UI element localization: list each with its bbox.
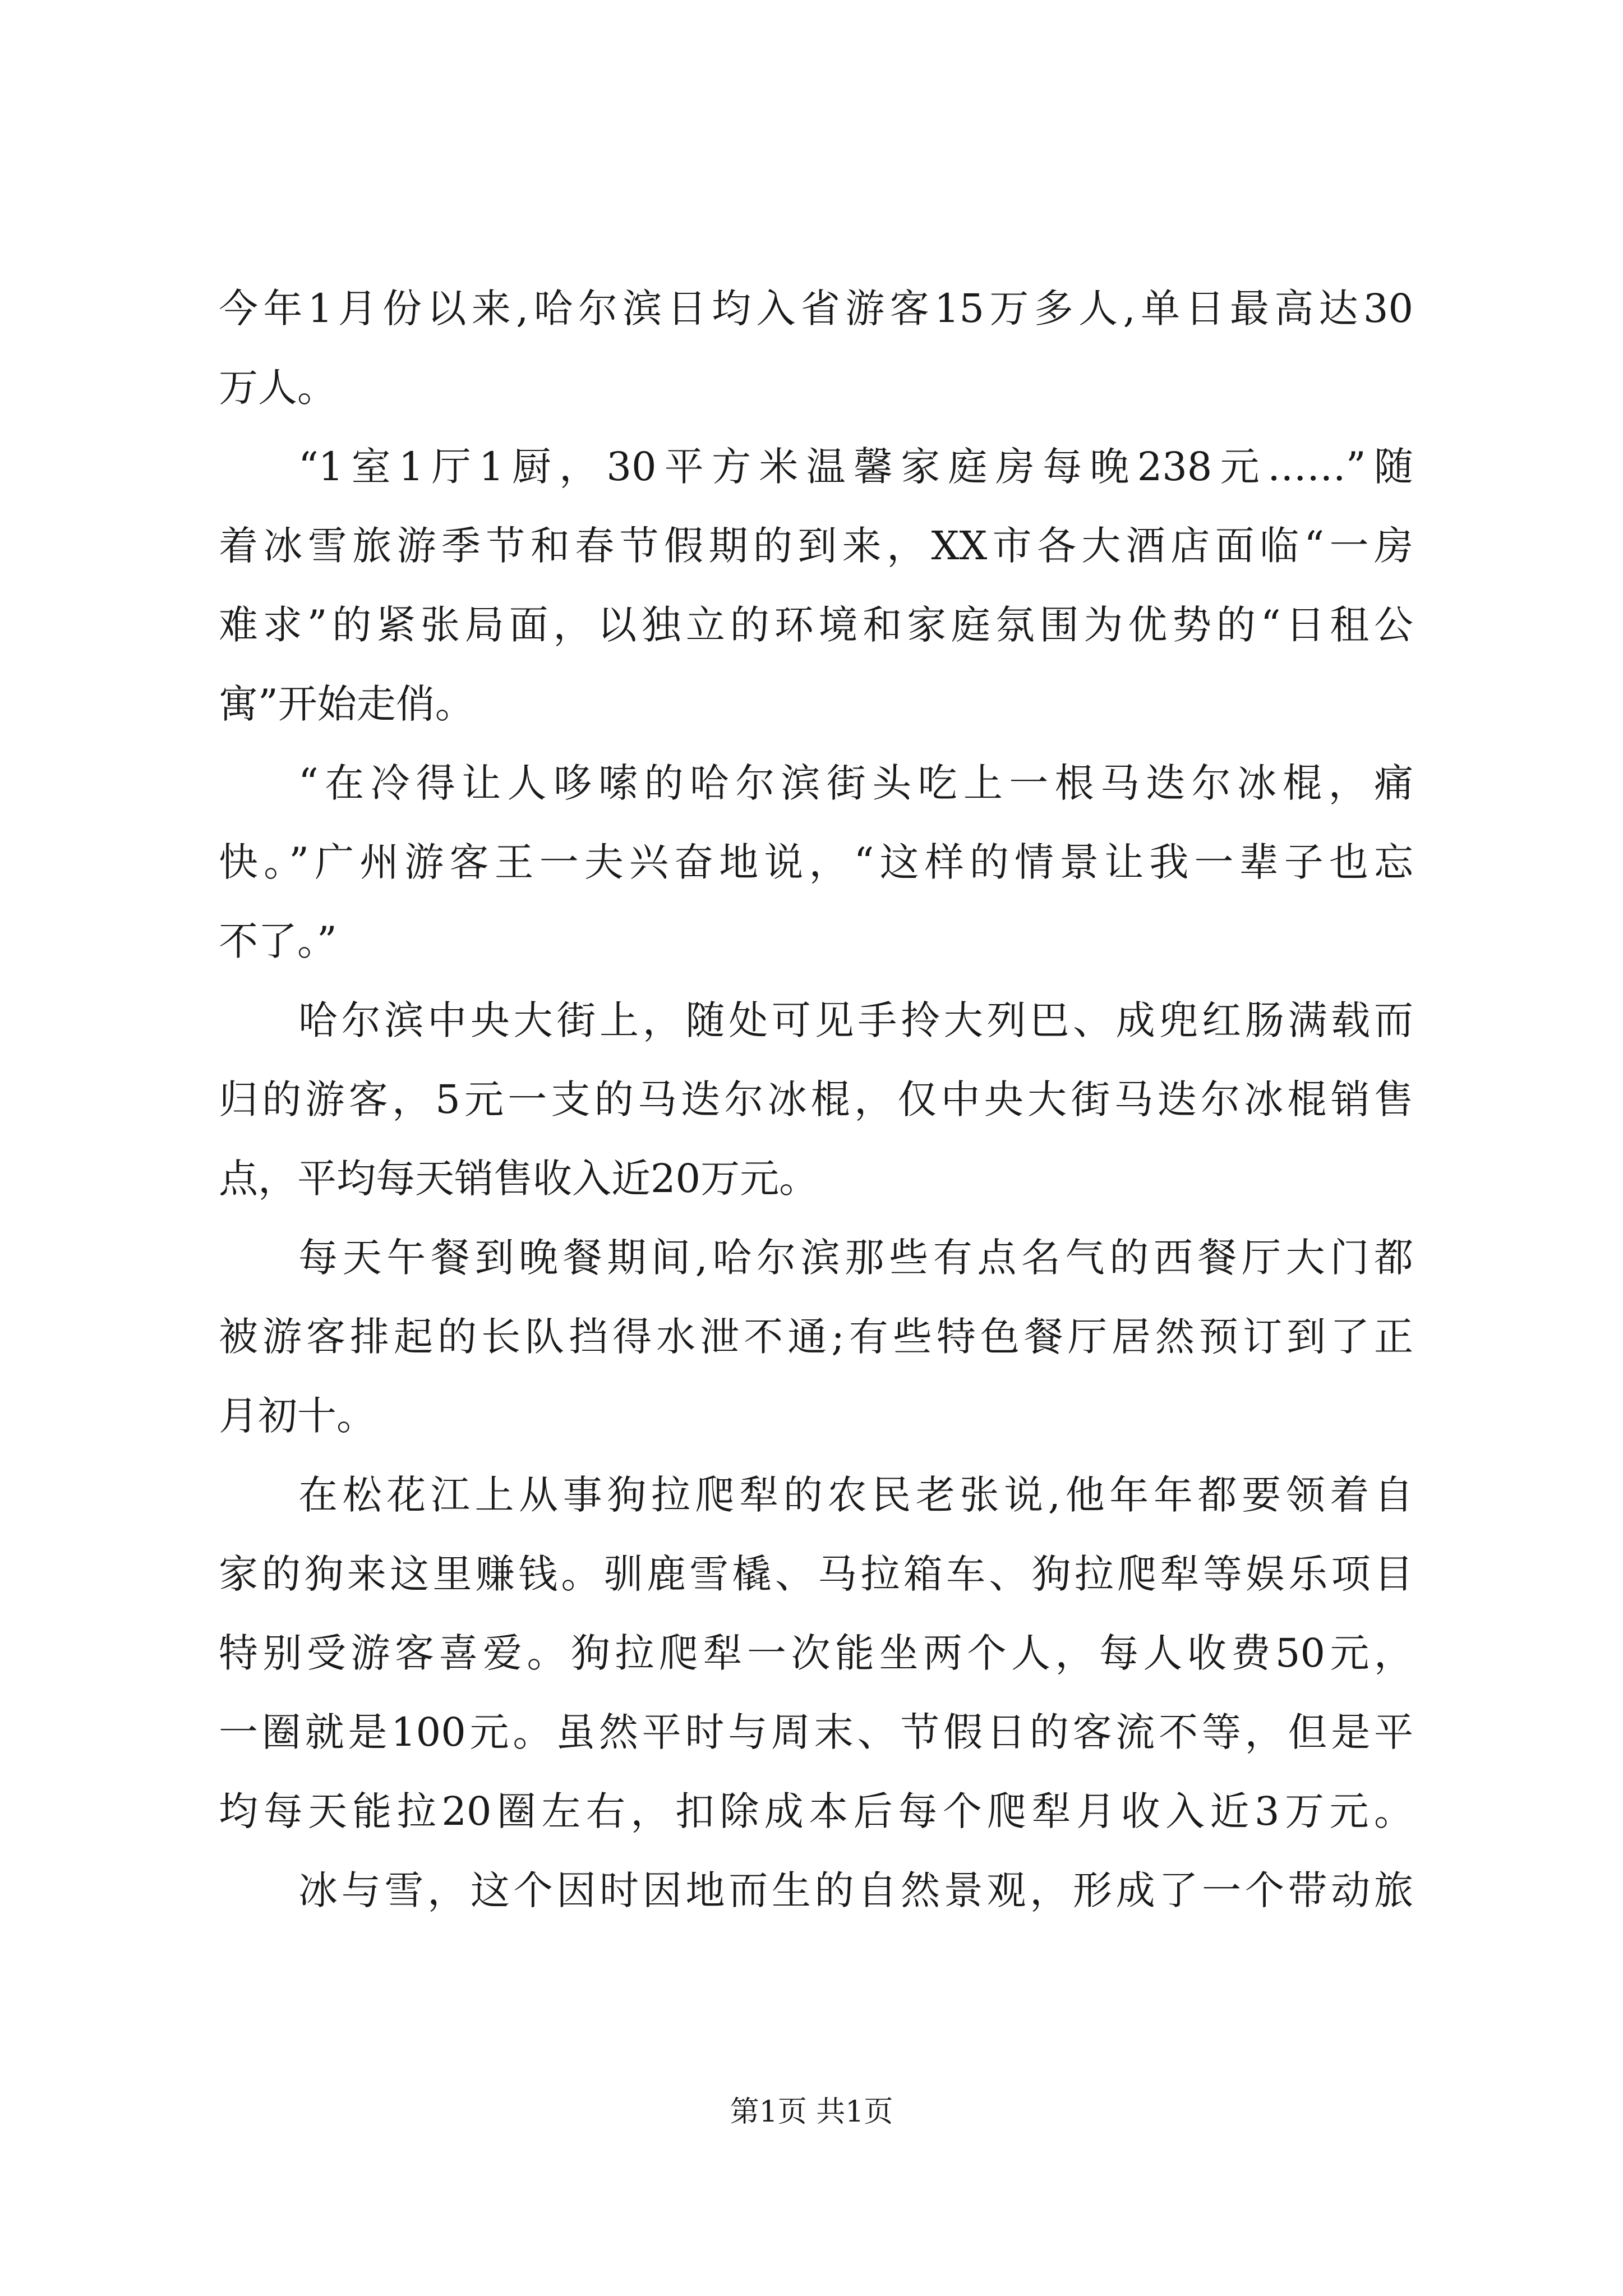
document-body <box>219 269 1413 1930</box>
text-line: 难求”的紧张局面，以独立的环境和家庭氛围为优势的“日租公 <box>219 602 1413 648</box>
text-line: 点，平均每天销售收入近20万元。 <box>219 1156 819 1202</box>
text-line: 一圈就是100元。虽然平时与周末、节假日的客流不等，但是平 <box>219 1709 1413 1755</box>
text-line: “1室1厅1厨，30平方米温馨家庭房每晚238元……”随 <box>298 444 1413 490</box>
text-line: 每天午餐到晚餐期间,哈尔滨那些有点名气的西餐厅大门都 <box>298 1235 1413 1281</box>
text-line: 哈尔滨中央大街上，随处可见手拎大列巴、成兜红肠满载而 <box>298 997 1413 1043</box>
text-line: 特别受游客喜爱。狗拉爬犁一次能坐两个人，每人收费50元， <box>219 1630 1413 1676</box>
text-line: “在冷得让人哆嗦的哈尔滨街头吃上一根马迭尔冰棍，痛 <box>298 760 1413 806</box>
text-line: 均每天能拉20圈左右，扣除成本后每个爬犁月收入近3万元。 <box>219 1788 1413 1834</box>
text-line: 月初十。 <box>219 1393 376 1439</box>
text-line: 快。”广州游客王一夫兴奋地说，“这样的情景让我一辈子也忘 <box>219 839 1413 885</box>
text-line: 着冰雪旅游季节和春节假期的到来，XX市各大酒店面临“一房 <box>219 523 1413 569</box>
page-footer: 第1页 共1页 <box>730 2095 893 2129</box>
text-line: 在松花江上从事狗拉爬犁的农民老张说,他年年都要领着自 <box>298 1472 1413 1518</box>
text-line: 万人。 <box>219 365 336 411</box>
text-line: 归的游客，5元一支的马迭尔冰棍，仅中央大街马迭尔冰棍销售 <box>219 1076 1413 1122</box>
text-line: 今年1月份以来,哈尔滨日均入省游客15万多人,单日最高达30 <box>219 286 1413 332</box>
text-line: 冰与雪，这个因时因地而生的自然景观，形成了一个带动旅 <box>298 1867 1413 1913</box>
text-line: 家的狗来这里赚钱。驯鹿雪橇、马拉箱车、狗拉爬犁等娱乐项目 <box>219 1551 1413 1597</box>
text-line: 被游客排起的长队挡得水泄不通;有些特色餐厅居然预订到了正 <box>219 1314 1413 1360</box>
text-line: 不了。” <box>219 918 337 964</box>
text-line: 寓”开始走俏。 <box>219 681 474 727</box>
